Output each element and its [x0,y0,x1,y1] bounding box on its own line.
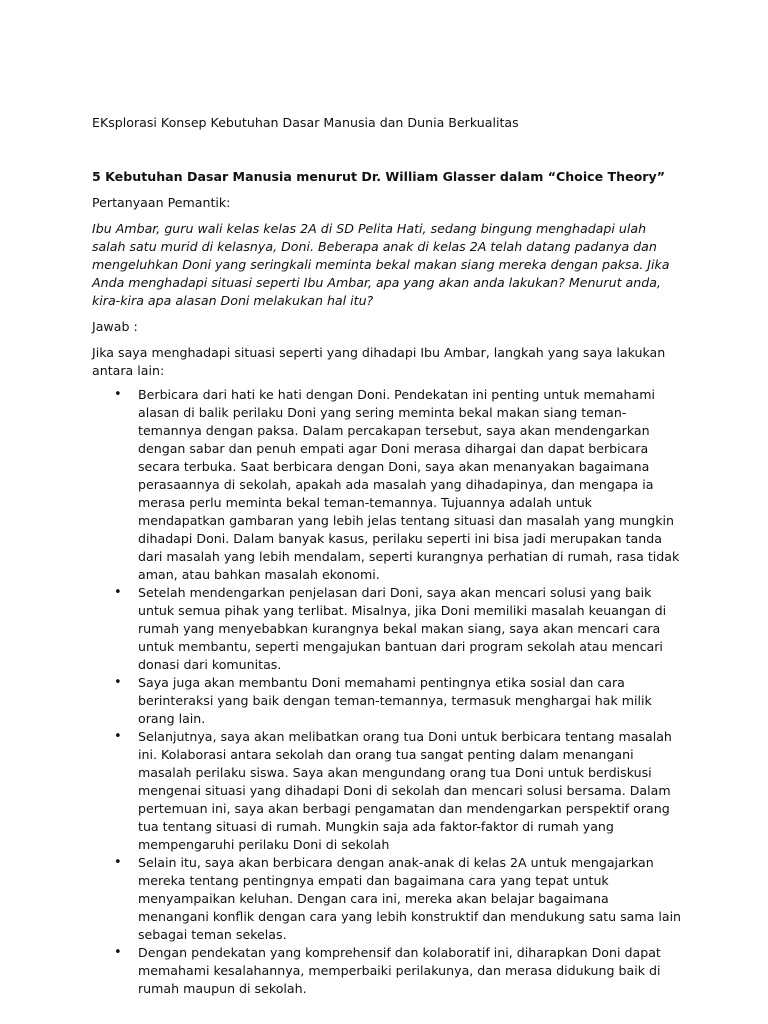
list-item [92,386,682,584]
list-item [92,674,682,728]
answer-intro: Jika saya menghadapi situasi seperti yang dihadapi Ibu Ambar, langkah yang saya lakukan antara lain: [92,345,666,378]
bullet-icon: • [114,387,122,402]
list-item [92,854,682,944]
list-item [92,944,682,998]
question-label: Pertanyaan Pemantik: [92,195,231,210]
list-item-text: Dengan pendekatan yang komprehensif dan kolaboratif ini, diharapkan Doni dapat memahami kesalahannya, memperbaiki perilakunya, dan merasa didukung baik di rumah maupun di sekolah. [138,945,661,996]
bullet-icon: • [114,585,122,600]
list-item [92,728,682,854]
list-item-text: Setelah mendengarkan penjelasan dari Doni, saya akan mencari solusi yang baik untuk semua pihak yang terlibat. Misalnya, jika Doni memiliki masalah keuangan di rumah yang menyebabkan kurangnya bekal makan siang, saya akan mencari cara untuk membantu, seperti mengajukan bantuan dari program sekolah atau mencari donasi dari komunitas. [138,585,667,672]
list-item-text: Selanjutnya, saya akan melibatkan orang tua Doni untuk berbicara tentang masalah ini. Kolaborasi antara sekolah dan orang tua sangat penting dalam menangani masalah perilaku siswa. Saya akan mengundang orang tua Doni untuk berdiskusi mengenai situasi yang dihadapi Doni di sekolah dan mencari solusi bersama. Dalam pertemuan ini, saya akan berbagi pengamatan dan mendengarkan perspektif orang tua tentang situasi di rumah. Mungkin saja ada faktor-faktor di rumah yang mempengaruhi perilaku Doni di sekolah [138,729,672,852]
document-title: EKsplorasi Konsep Kebutuhan Dasar Manusia dan Dunia Berkualitas [92,115,519,130]
answer-list [92,386,682,998]
bullet-icon: • [114,675,122,690]
case-paragraph: Ibu Ambar, guru wali kelas kelas 2A di SD Pelita Hati, sedang bingung menghadapi ulah salah satu murid di kelasnya, Doni. Beberapa anak di kelas 2A telah datang padanya dan mengeluhkan Doni yang seringkali meminta bekal makan siang mereka dengan paksa. Jika Anda menghadapi situasi seperti Ibu Ambar, apa yang akan anda lakukan? Menurut anda, kira-kira apa alasan Doni melakukan hal itu? [92,221,670,308]
list-item-text: Selain itu, saya akan berbicara dengan anak-anak di kelas 2A untuk mengajarkan mereka tentang pentingnya empati dan bagaimana cara yang tepat untuk menyampaikan keluhan. Dengan cara ini, mereka akan belajar bagaimana menangani konflik dengan cara yang lebih konstruktif dan mendukung satu sama lain sebagai teman sekelas. [138,855,682,942]
list-item [92,584,682,674]
bullet-icon: • [114,945,122,960]
list-item-text: Berbicara dari hati ke hati dengan Doni. Pendekatan ini penting untuk memahami alasan di balik perilaku Doni yang sering meminta bekal makan siang teman-temannya dengan paksa. Dalam percakapan tersebut, saya akan mendengarkan dengan sabar dan penuh empati agar Doni merasa dihargai dan dapat berbicara secara terbuka. Saat berbicara dengan Doni, saya akan menanyakan bagaimana perasaannya di sekolah, apakah ada masalah yang dihadapinya, dan mengapa ia merasa perlu meminta bekal teman-temannya. Tujuannya adalah untuk mendapatkan gambaran yang lebih jelas tentang situasi dan masalah yang mungkin dihadapi Doni. Dalam banyak kasus, perilaku seperti ini bisa jadi merupakan tanda dari masalah yang lebih mendalam, seperti kurangnya perhatian di rumah, rasa tidak aman, atau bahkan masalah ekonomi. [138,387,680,582]
answer-label: Jawab : [92,319,138,334]
document-page [92,114,682,998]
bullet-icon: • [114,729,122,744]
section-subtitle: 5 Kebutuhan Dasar Manusia menurut Dr. William Glasser dalam “Choice Theory” [92,169,665,184]
list-item-text: Saya juga akan membantu Doni memahami pentingnya etika sosial dan cara berinteraksi yang baik dengan teman-temannya, termasuk menghargai hak milik orang lain. [138,675,652,726]
bullet-icon: • [114,855,122,870]
